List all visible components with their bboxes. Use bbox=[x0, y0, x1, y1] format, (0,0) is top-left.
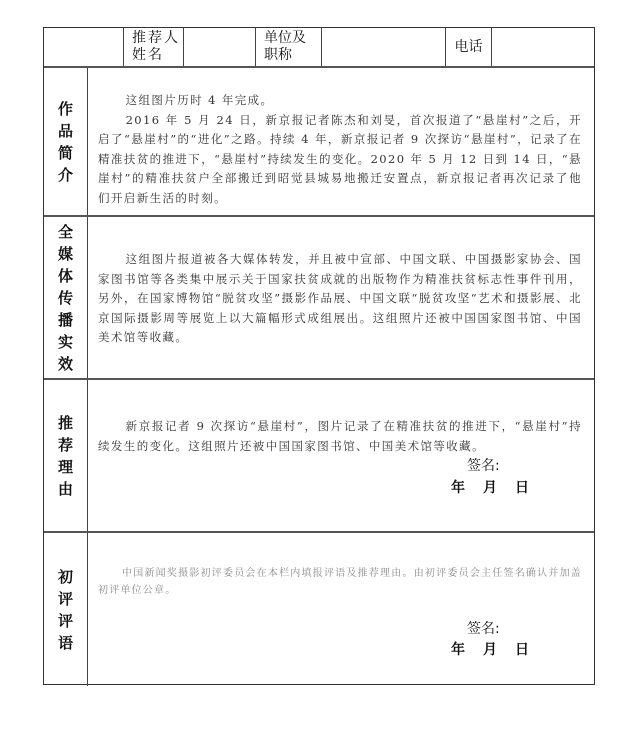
section-work-introduction bbox=[44, 68, 594, 217]
intro-paragraph-1: 这组图片历时 4 年完成。 bbox=[125, 93, 274, 107]
media-impact-content[interactable] bbox=[88, 217, 594, 378]
date-month: 月 bbox=[483, 480, 497, 496]
section-label: 全媒体传播实效 bbox=[44, 217, 88, 378]
section-recommendation-reason bbox=[44, 380, 594, 533]
section-label: 初评评语 bbox=[44, 533, 88, 686]
nominator-name-label: 推荐人姓名 bbox=[124, 28, 184, 66]
section-label: 作品简介 bbox=[44, 68, 88, 215]
unit-title-label: 单位及职称 bbox=[256, 28, 322, 66]
phone-label: 电话 bbox=[446, 28, 492, 66]
section-label: 推荐理由 bbox=[44, 380, 88, 531]
recommendation-paragraph: 新京报记者 9 次探访“悬崖村”，图片记录了在精准扶贫的推进下，“悬崖村”持续发生的变化。这组照片还被中国国家图书馆、中国美术馆等收藏。 bbox=[98, 419, 582, 453]
nominator-info-row bbox=[44, 28, 594, 68]
intro-paragraph-2: 2016 年 5 月 24 日，新京报记者陈杰和刘旻，首次报道了“悬崖村”之后，开启了“悬崖村”的“进化”之路。持续 4 年，新京报记者 9 次探访“悬崖村”，记录了在精准扶贫的推进下，“悬崖村”持续发生的变化。2020 年 5 月 12 日到 14 日，“悬崖村”的精准扶贫户全部搬迁到昭觉县城易地搬迁安置点，新京报记者再次记录了他们开启新生活的时刻。 bbox=[98, 112, 582, 205]
date-year: 年 bbox=[451, 480, 465, 496]
preliminary-review-content[interactable] bbox=[88, 533, 594, 686]
media-impact-paragraph: 这组图片报道被各大媒体转发，并且被中宣部、中国文联、中国摄影家协会、国家图书馆等各类集中展示关于国家扶贫成就的出版物作为精准扶贫标志性事件刊用，另外，在国家博物馆“脱贫攻坚”摄影作品展、中国文联“脱贫攻坚“艺术和摄影展、北京国际摄影周等展览上以大篇幅形式成组展出。这组照片还被中国国家图书馆、中国美术馆等收藏。 bbox=[98, 252, 582, 344]
date-line bbox=[451, 477, 547, 497]
unit-title-field[interactable] bbox=[322, 28, 446, 66]
phone-field[interactable] bbox=[492, 28, 594, 66]
date-year: 年 bbox=[451, 642, 465, 658]
date-day: 日 bbox=[515, 642, 529, 658]
nomination-form-table bbox=[43, 27, 595, 685]
recommendation-reason-content[interactable] bbox=[88, 380, 594, 531]
section-media-impact bbox=[44, 217, 594, 380]
review-instruction-note: 中国新闻奖摄影初评委员会在本栏内填报评语及推荐理由。由初评委员会主任签名确认并加盖初评单位公章。 bbox=[98, 568, 582, 596]
signature-label: 签名: bbox=[467, 621, 500, 637]
blank-header-cell bbox=[44, 28, 124, 66]
date-line bbox=[451, 639, 547, 659]
date-month: 月 bbox=[483, 642, 497, 658]
date-day: 日 bbox=[515, 480, 529, 496]
section-preliminary-review bbox=[44, 533, 594, 686]
signature-label: 签名: bbox=[467, 458, 500, 474]
nominator-name-field[interactable] bbox=[184, 28, 256, 66]
work-introduction-content[interactable] bbox=[88, 68, 594, 215]
